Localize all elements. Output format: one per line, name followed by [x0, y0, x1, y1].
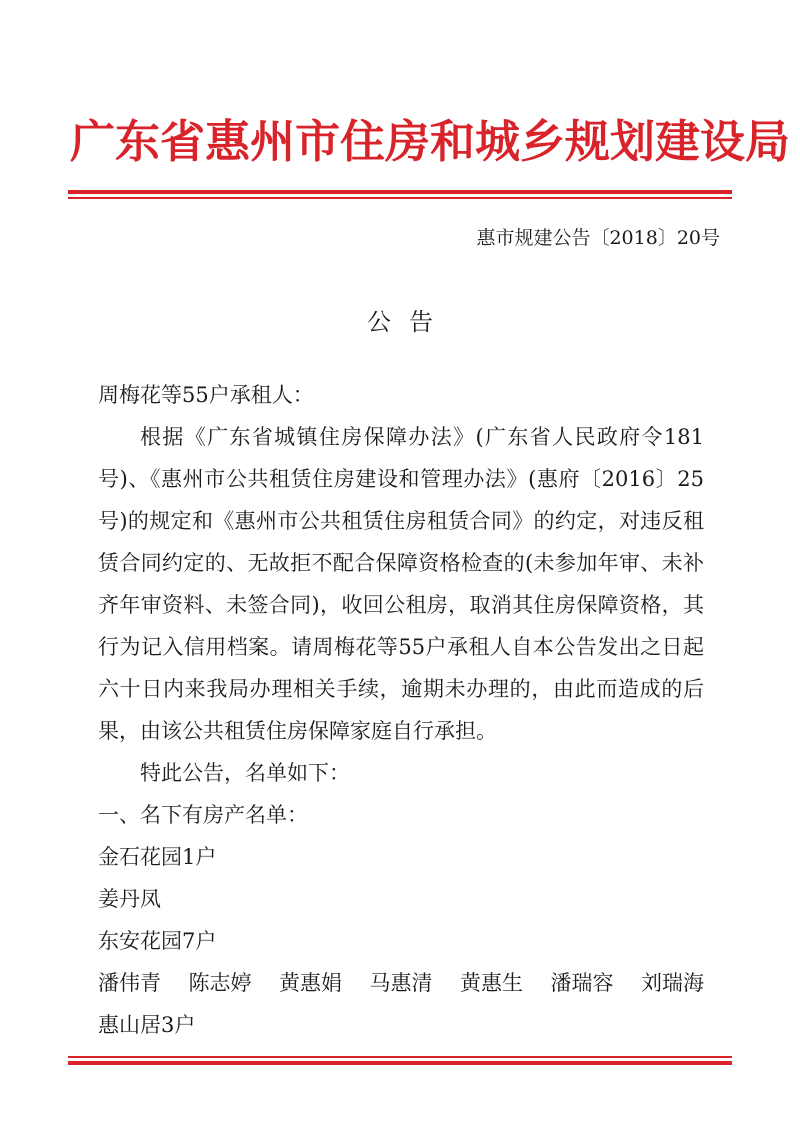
header-rule-thin — [68, 197, 732, 199]
issuing-authority-title: 广东省惠州市住房和城乡规划建设局 — [70, 115, 791, 168]
main-paragraph: 根据《广东省城镇住房保障办法》(广东省人民政府令181号)、《惠州市公共租赁住房建设和管理办法》(惠府〔2016〕25号)的规定和《惠州市公共租赁住房租赁合同》的约定，对违反租赁合同约定的、无故拒不配合保障资格检查的(未参加年审、未补齐年审资料、未签合同)，收回公租房，取消其住房保障资格，其行为记入信用档案。请周梅花等55户承租人自本公告发出之日起六十日内来我局办理相关手续，逾期未办理的，由此而造成的后果，由该公共租赁住房保障家庭自行承担。 — [98, 425, 704, 743]
group-label: 惠山居3户 — [98, 1013, 196, 1037]
tenant-name: 黄惠生 — [460, 971, 523, 995]
notice-title: 公告 — [367, 308, 451, 336]
tenant-names-row — [98, 962, 704, 1004]
closing-line: 特此公告，名单如下： — [140, 761, 350, 785]
tenant-name: 姜丹凤 — [98, 887, 161, 911]
tenant-name: 马惠清 — [369, 971, 433, 995]
notice-body — [98, 374, 704, 1046]
tenant-name: 陈志婷 — [188, 971, 252, 995]
header-rule-thick — [68, 190, 732, 194]
group-label: 东安花园7户 — [98, 929, 217, 953]
section-heading: 一、名下有房产名单： — [98, 803, 308, 827]
document-number: 惠市规建公告〔2018〕20号 — [476, 227, 720, 249]
tenant-name: 刘瑞海 — [641, 971, 704, 995]
tenant-name: 潘伟青 — [98, 971, 161, 995]
tenant-name: 潘瑞容 — [550, 971, 614, 995]
footer-rule-thick — [68, 1061, 732, 1065]
group-label: 金石花园1户 — [98, 845, 217, 869]
salutation: 周梅花等55户承租人： — [98, 383, 314, 407]
footer-rule-thin — [68, 1056, 732, 1058]
tenant-name: 黄惠娟 — [279, 971, 342, 995]
